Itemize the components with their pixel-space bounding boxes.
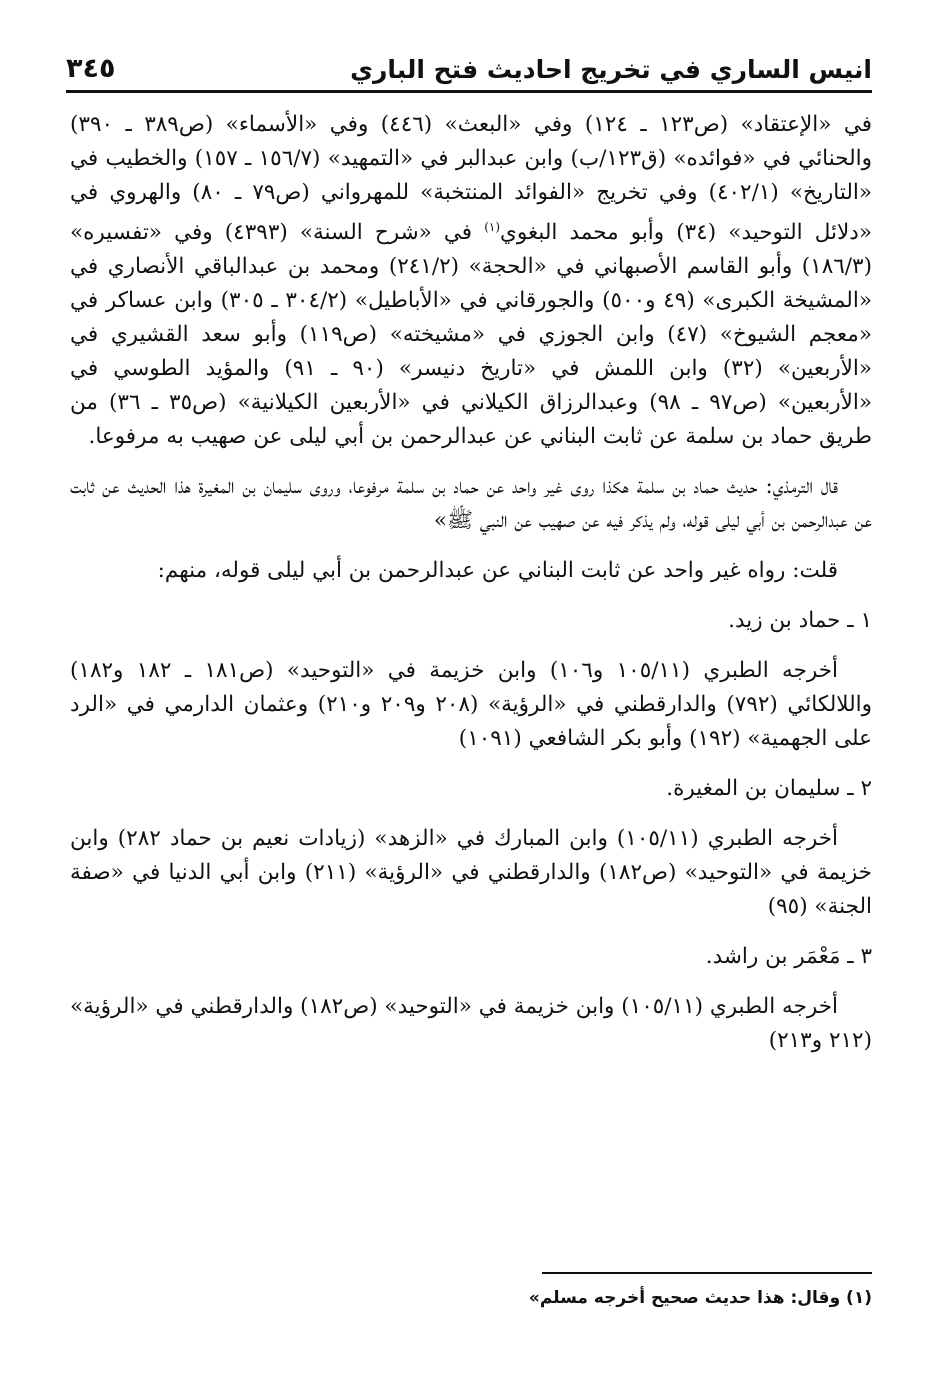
narrator-heading-1: ١ ـ حماد بن زيد.: [728, 608, 872, 634]
text-line: في «الإعتقاد» (ص١٢٣ ـ ١٢٤) وفي «البعث» (٤٤٦) وفي «الأسماء» (ص٣٨٩ ـ ٣٩٠): [70, 112, 873, 137]
page-number: ٣٤٥: [66, 53, 116, 84]
text-line: والحنائي في «فوائده» (ق١٢٣/ب) وابن عبدالبر في «التمهيد» (١٥٦/٧ ـ ١٥٧) والخطيب: [105, 146, 873, 171]
running-title: انيس الساري في تخريج احاديث فتح الباري: [350, 55, 872, 84]
narrator-heading-3: ٣ ـ مَعْمَر بن راشد.: [705, 944, 872, 970]
paragraph-note: قلت: رواه غير واحد عن ثابت البناني عن عبدالرحمن بن أبي ليلى قوله، منهم:: [157, 558, 838, 584]
paragraph-sources: [70, 108, 872, 454]
text-line: في «دلائل التوحيد» (٣٤) وأبو محمد البغوي: [70, 180, 872, 246]
footnote: (١) وقال: هذا حديث صحيح أخرجه مسلم»: [528, 1288, 872, 1308]
header-rule: [66, 90, 872, 93]
text-line: في «التاريخ» (٤٠٢/١) وفي تخريج «الفوائد المنتخبة» للمهرواني (ص٧٩ ـ ٨٠) والهروي: [70, 146, 872, 205]
text-line: في «المشيخة الكبرى» (٤٩ و٥٠٠) والجورقاني في «الأباطيل» (٣٠٤/٢ ـ ٣٠٥) وابن: [70, 254, 872, 314]
text-line: القشيري في «الأربعين» (٣٢) وابن اللمش في «تاريخ دنيسر» (٩٠ ـ ٩١) والمؤيد الطوسي: [70, 322, 872, 382]
paragraph-tirmidhi: قال الترمذي: حديث حماد بن سلمة هكذا روى غير واحد عن حماد بن سلمة مرفوعا، وروى سليمان بن المغيرة هذا الحديث عن ثابت عن عبدالرحمن بن أبي ليلى قوله، ولم يذكر فيه عن صهيب عن النبي ﷺ»: [70, 474, 872, 534]
narrator-text-1: أخرجه الطبري (١٠٥/١١ و١٠٦) وابن خزيمة في «التوحيد» (ص١٨١ ـ ١٨٢ و١٨٢) واللالكائي (٧٩٢) والدارقطني في «الرؤية» (٢٠٨ و٢٠٩ و٢١٠) وعثمان الدارمي في «الرد على الجهمية» (١٩٢) وأبو بكر الشافعي (١٠٩١): [70, 658, 873, 752]
text-line: في «الأربعين» (ص٩٧ ـ ٩٨) وعبدالرزاق الكيلاني في «الأربعين الكيلانية» (ص٣٥ ـ ٣٦): [70, 356, 872, 416]
text-line: (١٨٦/٣) وأبو القاسم الأصبهاني في «الحجة» (٢٤١/٢) ومحمد بن عبدالباقي الأنصاري: [107, 254, 872, 280]
narrator-text-3: أخرجه الطبري (١٠٥/١١) وابن خزيمة في «التوحيد» (ص١٨٢) والدارقطني في «الرؤية» (٢١٢ و٢١٣): [70, 994, 872, 1054]
text-line: في «شرح السنة» (٤٣٩٣) وفي «تفسيره»: [70, 220, 473, 246]
page-header: [66, 40, 872, 84]
footnote-reference[interactable]: (١): [484, 220, 501, 234]
main-text: [70, 108, 872, 1058]
text-line: مرفوعا.: [88, 424, 160, 450]
narrator-text-2: أخرجه الطبري (١٠٥/١١) وابن المبارك في «الزهد» (زيادات نعيم بن حماد ٢٨٢) وابن خزيمة في «التوحيد» (ص١٨٢) والدارقطني في «الرؤية» (٢١١) وابن أبي الدنيا في «صفة الجنة» (٩٥): [70, 826, 872, 920]
footnote-rule: [542, 1272, 872, 1274]
text-line: من طريق حماد بن سلمة عن ثابت البناني عن عبدالرحمن بن أبي ليلى عن صهيب به: [70, 390, 872, 450]
narrator-heading-2: ٢ ـ سليمان بن المغيرة.: [666, 776, 872, 802]
text-line: عساكر في «معجم الشيوخ» (٤٧) وابن الجوزي في «مشيخته» (ص١١٩) وأبو سعد: [70, 288, 872, 348]
